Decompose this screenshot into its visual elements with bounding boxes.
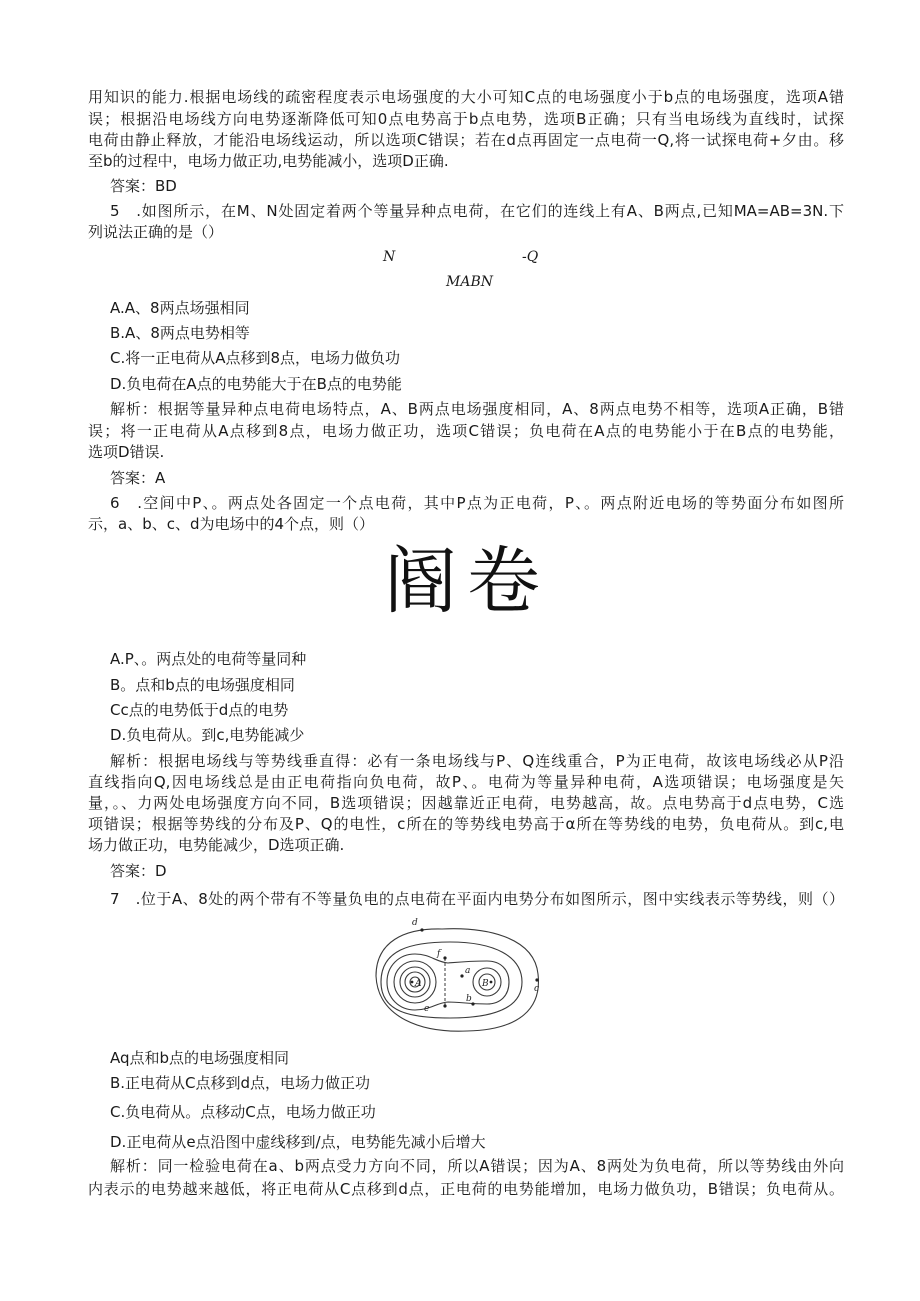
question-7-option-c: C.负电荷从。点移动C点，电场力做正功 <box>110 1103 376 1121</box>
answer-line: 答案：BD <box>110 177 177 195</box>
point-a-marker <box>460 974 463 977</box>
question-6-option-d: D.负电荷从。到c,电势能减少 <box>110 726 305 744</box>
question-7-option-d: D.正电荷从e点沿图中虚线移到/点，电势能先减小后增大 <box>110 1133 486 1151</box>
point-d-label: d <box>412 918 418 928</box>
question-6-option-b: B。点和b点的电场强度相同 <box>110 676 295 694</box>
question-6-stem-line: 示，a、b、c、d为电场中的4个点，则（） <box>88 515 375 533</box>
point-b-label: b <box>466 994 472 1004</box>
charge-b-marker <box>490 981 493 984</box>
question-5-analysis-line: 误；将一正电荷从A点移到8点，电场力做正功，选项C错误；负电荷在A点的电势能小于在B点的电势能， <box>88 422 844 440</box>
point-c-label: c <box>534 984 540 994</box>
point-e-marker <box>443 1004 446 1007</box>
point-b-marker <box>471 1002 474 1005</box>
question-5-answer: 答案：A <box>110 469 166 487</box>
question-5-stem-line: 列说法正确的是（） <box>88 223 224 241</box>
question-5-stem-line: 5 .如图所示，在M、N处固定着两个等量异种点电荷，在它们的连线上有A、B两点,已知MA=AB=3N.下 <box>110 202 844 220</box>
carryover-line: 用知识的能力.根据电场线的疏密程度表示电场强度的大小可知C点的电场强度小于b点的电场强度，选项A错 <box>88 88 844 106</box>
charge-a-marker <box>411 981 414 984</box>
question-6-option-c: Cc点的电势低于d点的电势 <box>110 701 289 719</box>
question-7-analysis-line: 解析：同一检验电荷在a、b两点受力方向不同，所以A错误；因为A、8两处为负电荷，所以等势线由外向 <box>110 1157 844 1175</box>
figure-7-equipotential-diagram <box>372 912 547 1040</box>
question-6-answer: 答案：D <box>110 862 167 880</box>
figure-5-label-points: MABN <box>446 274 493 290</box>
carryover-line: 误；根据沿电场线方向电势逐渐降低可知0点电势高于b点电势，选项B正确；只有当电场线为直线时，试探 <box>88 110 844 128</box>
question-5-option-d: D.负电荷在A点的电势能大于在B点的电势能 <box>110 375 402 393</box>
question-7-option-b: B.正电荷从C点移到d点，电场力做正功 <box>110 1074 371 1092</box>
point-d-marker <box>420 928 423 931</box>
carryover-line: 至b的过程中，电场力做正功,电势能减小，选项D正确. <box>88 152 449 170</box>
point-f-label: f <box>437 949 441 959</box>
point-e-label: e <box>424 1004 430 1014</box>
figure-5-label-n: N <box>383 249 396 265</box>
question-6-analysis-line: 量，。、力两处电场强度方向不同，B选项错误；因越靠近正电荷，电势越高，故。点电势高于d点电势，C选 <box>88 794 844 812</box>
charge-a-label: A <box>415 979 422 989</box>
question-5-option-c: C.将一正电荷从A点移到8点，电场力做负功 <box>110 349 401 367</box>
question-6-analysis-line: 场力做正功，电势能减少，D选项正确. <box>88 836 345 854</box>
question-6-analysis-line: 解析：根据电场线与等势线垂直得：必有一条电场线与P、Q连线重合，P为正电荷，故该电场线必从P沿 <box>110 752 844 770</box>
question-6-stem-line: 6 .空间中P、。两点处各固定一个点电荷，其中P点为正电荷，P、。两点附近电场的等势面分布如图所 <box>110 494 844 512</box>
charge-b-label: B <box>482 979 489 989</box>
question-7-analysis-line: 内表示的电势越来越低，将正电荷从C点移到d点，正电荷的电势能增加，电场力做负功，B错误；负电荷从。 <box>88 1180 844 1198</box>
question-5-analysis-line: 解析：根据等量异种点电荷电场特点，A、B两点电场强度相同，A、8两点电势不相等，选项A正确，B错 <box>110 400 844 418</box>
question-7-option-a: Aq点和b点的电场强度相同 <box>110 1049 290 1067</box>
figure-6-ocr-text: 阍卷 <box>384 539 550 624</box>
question-6-analysis-line: 直线指向Q,因电场线总是由正电荷指向负电荷，故P、。电荷为等量异种电荷，A选项错误；电场强度是矢 <box>88 773 844 791</box>
question-6-option-a: A.P、。两点处的电荷等量同种 <box>110 650 307 668</box>
figure-5-label-charge: -Q <box>522 249 539 265</box>
point-f-marker <box>443 956 446 959</box>
question-6-analysis-line: 项错误；根据等势线的分布及P、Q的电性，c所在的等势线电势高于α所在等势线的电势，负电荷从。到c,电 <box>88 815 844 833</box>
question-7-stem-line: 7 .位于A、8处的两个带有不等量负电的点电荷在平面内电势分布如图所示，图中实线表示等势线，则（） <box>110 890 844 908</box>
question-5-option-b: B.A、8两点电势相等 <box>110 324 250 342</box>
carryover-line: 电荷由静止释放，才能沿电场线运动，所以选项C错误；若在d点再固定一点电荷一Q,将一试探电荷+夕由。移 <box>88 131 844 149</box>
question-5-option-a: A.A、8两点场强相同 <box>110 299 250 317</box>
question-5-analysis-line: 选项D错误. <box>88 443 165 461</box>
point-a-label: a <box>465 966 471 976</box>
point-c-marker <box>535 978 538 981</box>
